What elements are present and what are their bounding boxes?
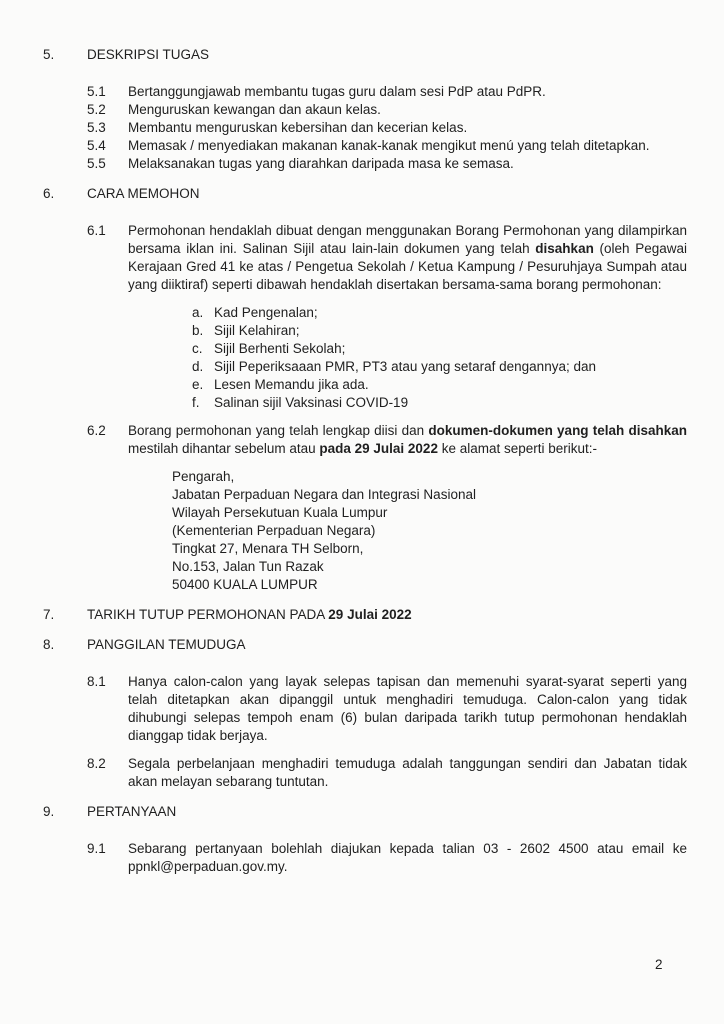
doc-item-a-text: Kad Pengenalan; [214, 305, 318, 320]
section-7-bold-date: 29 Julai 2022 [328, 607, 412, 622]
item-6-1-seg1: Permohonan hendaklah dibuat dengan menggunakan Borang Permohonan yang dilampirkan bersama iklan ini. Salinan Sijil atau lain-lain dokumen yang telah [128, 223, 687, 256]
doc-item-e-text: Lesen Memandu jika ada. [214, 377, 369, 392]
doc-item-c-letter: c. [192, 341, 203, 356]
section-9-heading [43, 803, 687, 821]
item-6-2 [87, 422, 687, 458]
section-9-pertanyaan [43, 803, 687, 876]
item-6-2-seg3: mestilah dihantar sebelum atau [128, 441, 320, 456]
doc-item-b [192, 322, 687, 340]
section-9-number: 9. [43, 804, 55, 819]
item-6-2-number: 6.2 [87, 423, 106, 438]
doc-item-e-letter: e. [192, 377, 204, 392]
doc-item-a [192, 304, 687, 322]
address-line-2: Jabatan Perpaduan Negara dan Integrasi Nasional [172, 487, 476, 502]
item-5-3-number: 5.3 [87, 120, 106, 135]
section-5-heading [43, 46, 687, 64]
item-8-2 [87, 755, 687, 791]
section-8-panggilan-temuduga [43, 636, 687, 791]
item-5-5 [87, 155, 687, 173]
item-6-2-bold-dokumen: dokumen-dokumen yang telah disahkan [428, 423, 687, 438]
doc-item-d-letter: d. [192, 359, 204, 374]
section-8-heading [43, 636, 687, 654]
address-line-3: Wilayah Persekutuan Kuala Lumpur [172, 505, 388, 520]
section-7-number: 7. [43, 607, 55, 622]
section-6-cara-memohon [43, 185, 687, 594]
item-8-2-text: Segala perbelanjaan menghadiri temuduga adalah tanggungan sendiri dan Jabatan tidak akan melayan sebarang tuntutan. [128, 756, 687, 789]
section-8-number: 8. [43, 637, 55, 652]
section-7-heading [43, 606, 687, 624]
item-6-1-number: 6.1 [87, 223, 106, 238]
item-6-2-bold-date: pada 29 Julai 2022 [319, 441, 438, 456]
item-5-5-text: Melaksanakan tugas yang diarahkan daripada masa ke semasa. [128, 156, 514, 171]
item-8-1-number: 8.1 [87, 674, 106, 689]
doc-item-b-text: Sijil Kelahiran; [214, 323, 300, 338]
item-5-2 [87, 101, 687, 119]
doc-item-a-letter: a. [192, 305, 204, 320]
section-9-title: PERTANYAAN [87, 804, 177, 819]
doc-item-b-letter: b. [192, 323, 204, 338]
section-7-title-seg1: TARIKH TUTUP PERMOHONAN PADA [87, 607, 329, 622]
section-8-items [87, 673, 687, 791]
section-5-number: 5. [43, 47, 55, 62]
section-6-title: CARA MEMOHON [87, 186, 200, 201]
address-line-6: No.153, Jalan Tun Razak [172, 559, 324, 574]
section-6-items [87, 222, 687, 594]
mailing-address [172, 468, 687, 594]
item-5-3 [87, 119, 687, 137]
item-6-1 [87, 222, 687, 294]
item-8-1 [87, 673, 687, 745]
section-7-tarikh-tutup [43, 606, 687, 624]
section-5-deskripsi-tugas [43, 46, 687, 173]
doc-item-c-text: Sijil Berhenti Sekolah; [214, 341, 346, 356]
page-number: 2 [655, 957, 663, 972]
item-5-1 [87, 83, 687, 101]
item-6-1-text [128, 222, 687, 294]
item-5-4-text: Memasak / menyediakan makanan kanak-kanak mengikut menú yang telah ditetapkan. [128, 138, 650, 153]
section-6-heading [43, 185, 687, 203]
address-line-7: 50400 KUALA LUMPUR [172, 577, 318, 592]
item-5-1-text: Bertanggungjawab membantu tugas guru dalam sesi PdP atau PdPR. [128, 84, 546, 99]
item-5-4 [87, 137, 687, 155]
section-5-items [87, 83, 687, 173]
item-6-2-seg1: Borang permohonan yang telah lengkap diisi dan [128, 423, 429, 438]
item-5-3-text: Membantu menguruskan kebersihan dan kecerian kelas. [128, 120, 468, 135]
doc-item-f-letter: f. [192, 395, 200, 410]
doc-item-d [192, 358, 687, 376]
item-6-2-seg5: ke alamat seperti berikut:- [437, 441, 598, 456]
doc-item-d-text: Sijil Peperiksaaan PMR, PT3 atau yang setaraf dengannya; dan [214, 359, 596, 374]
item-6-1-bold-disahkan: disahkan [535, 241, 594, 256]
doc-item-f [192, 394, 687, 412]
doc-item-e [192, 376, 687, 394]
section-7-title [87, 606, 687, 624]
item-8-2-number: 8.2 [87, 756, 106, 771]
item-9-1-number: 9.1 [87, 841, 106, 856]
address-line-5: Tingkat 27, Menara TH Selborn, [172, 541, 364, 556]
item-5-5-number: 5.5 [87, 156, 106, 171]
item-9-1 [87, 840, 687, 876]
item-9-1-text: Sebarang pertanyaan bolehlah diajukan kepada talian 03 - 2602 4500 atau email ke ppnkl@perpaduan.gov.my. [128, 841, 687, 874]
document-checklist [192, 304, 687, 412]
doc-item-c [192, 340, 687, 358]
address-line-1: Pengarah, [172, 469, 235, 484]
address-line-4: (Kementerian Perpaduan Negara) [172, 523, 376, 538]
item-6-2-text [128, 422, 687, 458]
item-5-1-number: 5.1 [87, 84, 106, 99]
item-8-1-text: Hanya calon-calon yang layak selepas tapisan dan memenuhi syarat-syarat seperti yang telah ditetapkan akan dipanggil untuk menghadiri temuduga. Calon-calon yang tidak dihubungi selepas tempoh enam (6) bulan daripada tarikh tutup permohonan hendaklah dianggap tidak berjaya. [128, 674, 687, 743]
section-5-title: DESKRIPSI TUGAS [87, 47, 210, 62]
item-5-2-number: 5.2 [87, 102, 106, 117]
item-5-2-text: Menguruskan kewangan dan akaun kelas. [128, 102, 381, 117]
section-9-items [87, 840, 687, 876]
section-6-number: 6. [43, 186, 55, 201]
doc-item-f-text: Salinan sijil Vaksinasi COVID-19 [214, 395, 409, 410]
section-8-title: PANGGILAN TEMUDUGA [87, 637, 246, 652]
item-6-1-seg3: (oleh Pegawai Kerajaan Gred 41 ke atas / Pengetua Sekolah / Ketua Kampung / Pesuruhjaya Sumpah atau yang diiktiraf) seperti dibawah hendaklah disertakan bersama-sama borang permohonan: [128, 241, 687, 292]
item-5-4-number: 5.4 [87, 138, 106, 153]
